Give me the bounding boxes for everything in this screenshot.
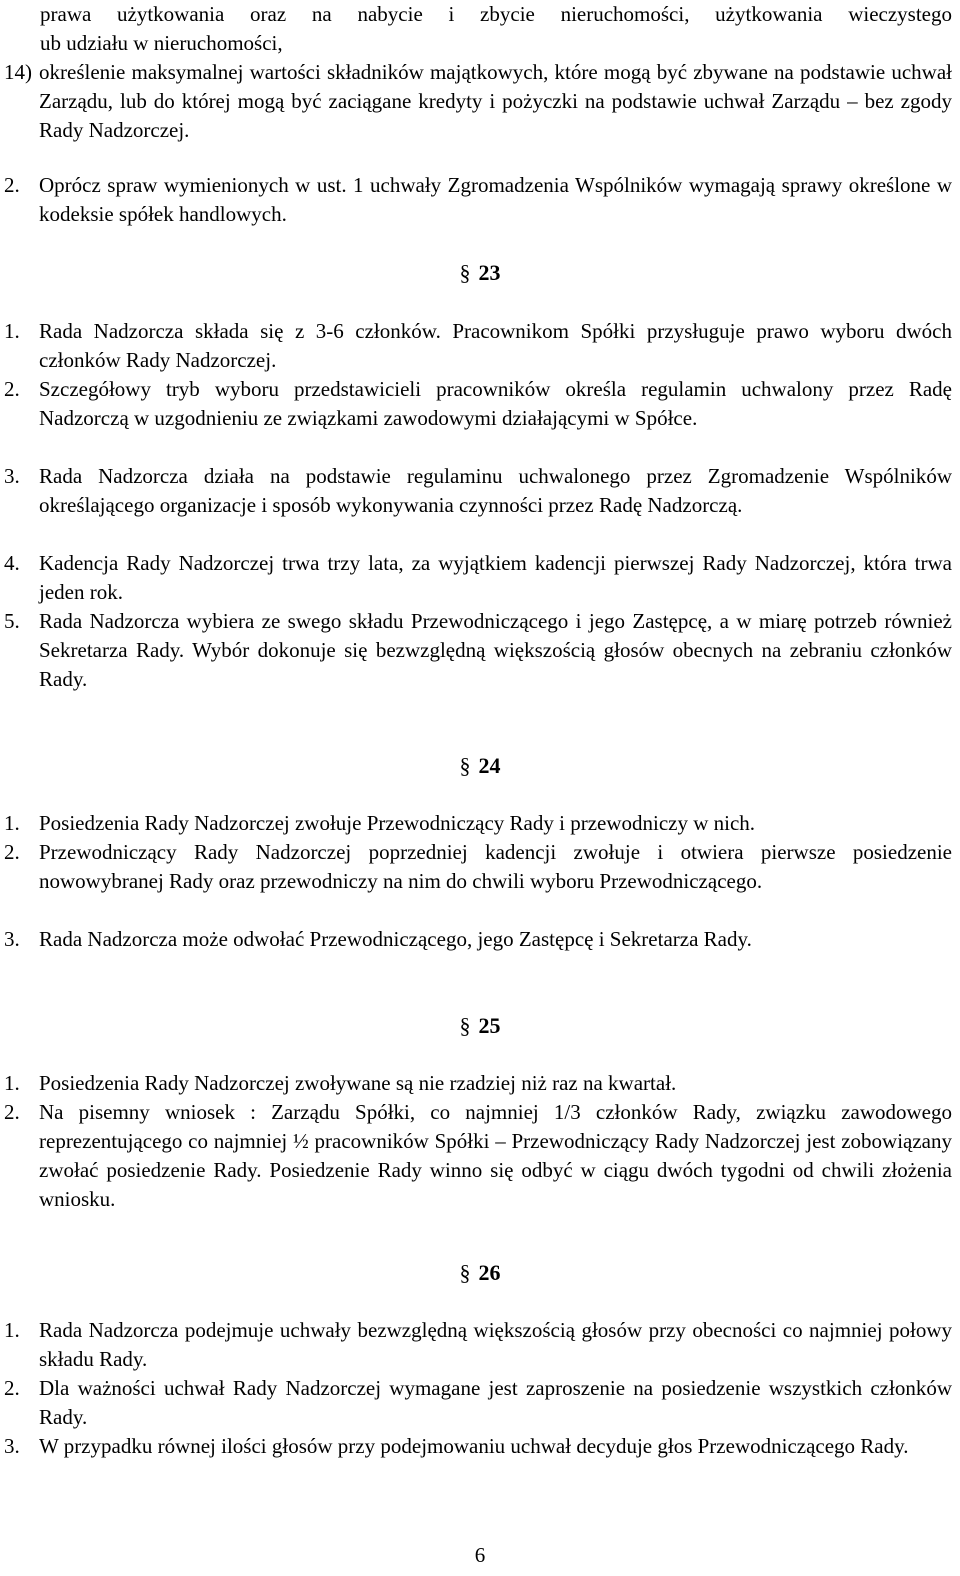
item-text: Rada Nadzorcza wybiera ze swego składu Przewodniczącego i jego Zastępcę, a w miarę potrzeb również Sekretarza Rady. Wybór dokonuje się bezwzględną większością głosów obecnych na zebraniu członków Rady. bbox=[39, 609, 952, 691]
item-text: Przewodniczący Rady Nadzorczej poprzedniej kadencji zwołuje i otwiera pierwsze posiedzenie nowowybranej Rady oraz przewodniczy na nim do chwili wyboru Przewodniczącego. bbox=[39, 840, 952, 893]
item-number: 14) bbox=[4, 60, 32, 84]
list-item bbox=[4, 1316, 952, 1374]
list-item bbox=[4, 549, 952, 607]
item-number: 3. bbox=[4, 927, 20, 951]
list-item bbox=[4, 838, 952, 896]
list-item bbox=[4, 1098, 952, 1214]
list-item bbox=[4, 809, 952, 838]
section-heading-23 bbox=[0, 258, 960, 288]
item-number: 1. bbox=[4, 1318, 20, 1342]
list-item bbox=[4, 1069, 952, 1098]
item-number: 3. bbox=[4, 1434, 20, 1458]
item-text: Oprócz spraw wymienionych w ust. 1 uchwały Zgromadzenia Wspólników wymagają sprawy określone w kodeksie spółek handlowych. bbox=[39, 173, 952, 226]
list-item bbox=[4, 462, 952, 520]
item-number: 5. bbox=[4, 609, 20, 633]
page-number: 6 bbox=[474, 1543, 486, 1567]
item-text: Na pisemny wniosek : Zarządu Spółki, co najmniej 1/3 członków Rady, związku zawodowego reprezentującego co najmniej ½ pracowników Spółki – Przewodniczący Rady Nadzorczej jest zobowiązany zwołać posiedzenie Rady. Posiedzenie Rady winno się odbyć w ciągu dwóch tygodni od chwili złożenia wniosku. bbox=[39, 1100, 952, 1211]
item-number: 2. bbox=[4, 377, 20, 401]
item-text: Rada Nadzorcza podejmuje uchwały bezwzględną większością głosów przy obecności co najmniej połowy składu Rady. bbox=[39, 1318, 952, 1371]
list-item bbox=[4, 58, 952, 145]
continuation-line-1: prawa użytkowania oraz na nabycie i zbycie nieruchomości, użytkowania wieczystego bbox=[40, 2, 952, 26]
section-heading-26 bbox=[0, 1258, 960, 1288]
list-item bbox=[4, 1374, 952, 1432]
section-sign: § bbox=[459, 753, 471, 778]
item-number: 2. bbox=[4, 173, 20, 197]
list-item bbox=[4, 607, 952, 694]
section-sign: § bbox=[459, 1013, 471, 1038]
continuation-line-2: ub udziału w nieruchomości, bbox=[40, 31, 283, 55]
list-item bbox=[4, 925, 952, 954]
section-heading-25 bbox=[0, 1011, 960, 1041]
section-number: 26 bbox=[478, 1260, 501, 1285]
section-number: 24 bbox=[478, 753, 501, 778]
item-text: Posiedzenia Rady Nadzorczej zwołuje Przewodniczący Rady i przewodniczy w nich. bbox=[39, 811, 756, 835]
item-number: 4. bbox=[4, 551, 20, 575]
item-text: określenie maksymalnej wartości składników majątkowych, które mogą być zbywane na podstawie uchwał Zarządu, lub do której mogą być zaciągane kredyty i pożyczki na podstawie uchwał Zarządu – bez zgody Rady Nadzorczej. bbox=[39, 60, 952, 142]
continuation-text bbox=[40, 0, 952, 58]
list-item bbox=[4, 171, 952, 229]
item-number: 2. bbox=[4, 1376, 20, 1400]
item-number: 1. bbox=[4, 319, 20, 343]
item-number: 1. bbox=[4, 1071, 20, 1095]
item-text: Kadencja Rady Nadzorczej trwa trzy lata, za wyjątkiem kadencji pierwszej Rady Nadzorczej, która trwa jeden rok. bbox=[39, 551, 952, 604]
section-sign: § bbox=[459, 260, 471, 285]
item-text: Posiedzenia Rady Nadzorczej zwoływane są nie rzadziej niż raz na kwartał. bbox=[39, 1071, 677, 1095]
section-heading-24 bbox=[0, 751, 960, 781]
section-sign: § bbox=[459, 1260, 471, 1285]
item-text: Rada Nadzorcza składa się z 3-6 członków. Pracownikom Spółki przysługuje prawo wyboru dwóch członków Rady Nadzorczej. bbox=[39, 319, 952, 372]
section-number: 23 bbox=[478, 260, 501, 285]
item-number: 2. bbox=[4, 1100, 20, 1124]
item-text: Rada Nadzorcza działa na podstawie regulaminu uchwalonego przez Zgromadzenie Wspólników określającego organizacje i sposób wykonywania czynności przez Radę Nadzorczą. bbox=[39, 464, 952, 517]
section-number: 25 bbox=[478, 1013, 501, 1038]
item-text: Dla ważności uchwał Rady Nadzorczej wymagane jest zaproszenie na posiedzenie wszystkich członków Rady. bbox=[39, 1376, 952, 1429]
list-item bbox=[4, 317, 952, 375]
item-text: Rada Nadzorcza może odwołać Przewodniczącego, jego Zastępcę i Sekretarza Rady. bbox=[39, 927, 752, 951]
item-number: 2. bbox=[4, 840, 20, 864]
item-number: 3. bbox=[4, 464, 20, 488]
list-item bbox=[4, 375, 952, 433]
list-item bbox=[4, 1432, 952, 1461]
item-number: 1. bbox=[4, 811, 20, 835]
item-text: Szczegółowy tryb wyboru przedstawicieli pracowników określa regulamin uchwalony przez Radę Nadzorczą w uzgodnieniu ze związkami zawodowymi działającymi w Spółce. bbox=[39, 377, 952, 430]
item-text: W przypadku równej ilości głosów przy podejmowaniu uchwał decyduje głos Przewodniczącego Rady. bbox=[39, 1434, 909, 1458]
